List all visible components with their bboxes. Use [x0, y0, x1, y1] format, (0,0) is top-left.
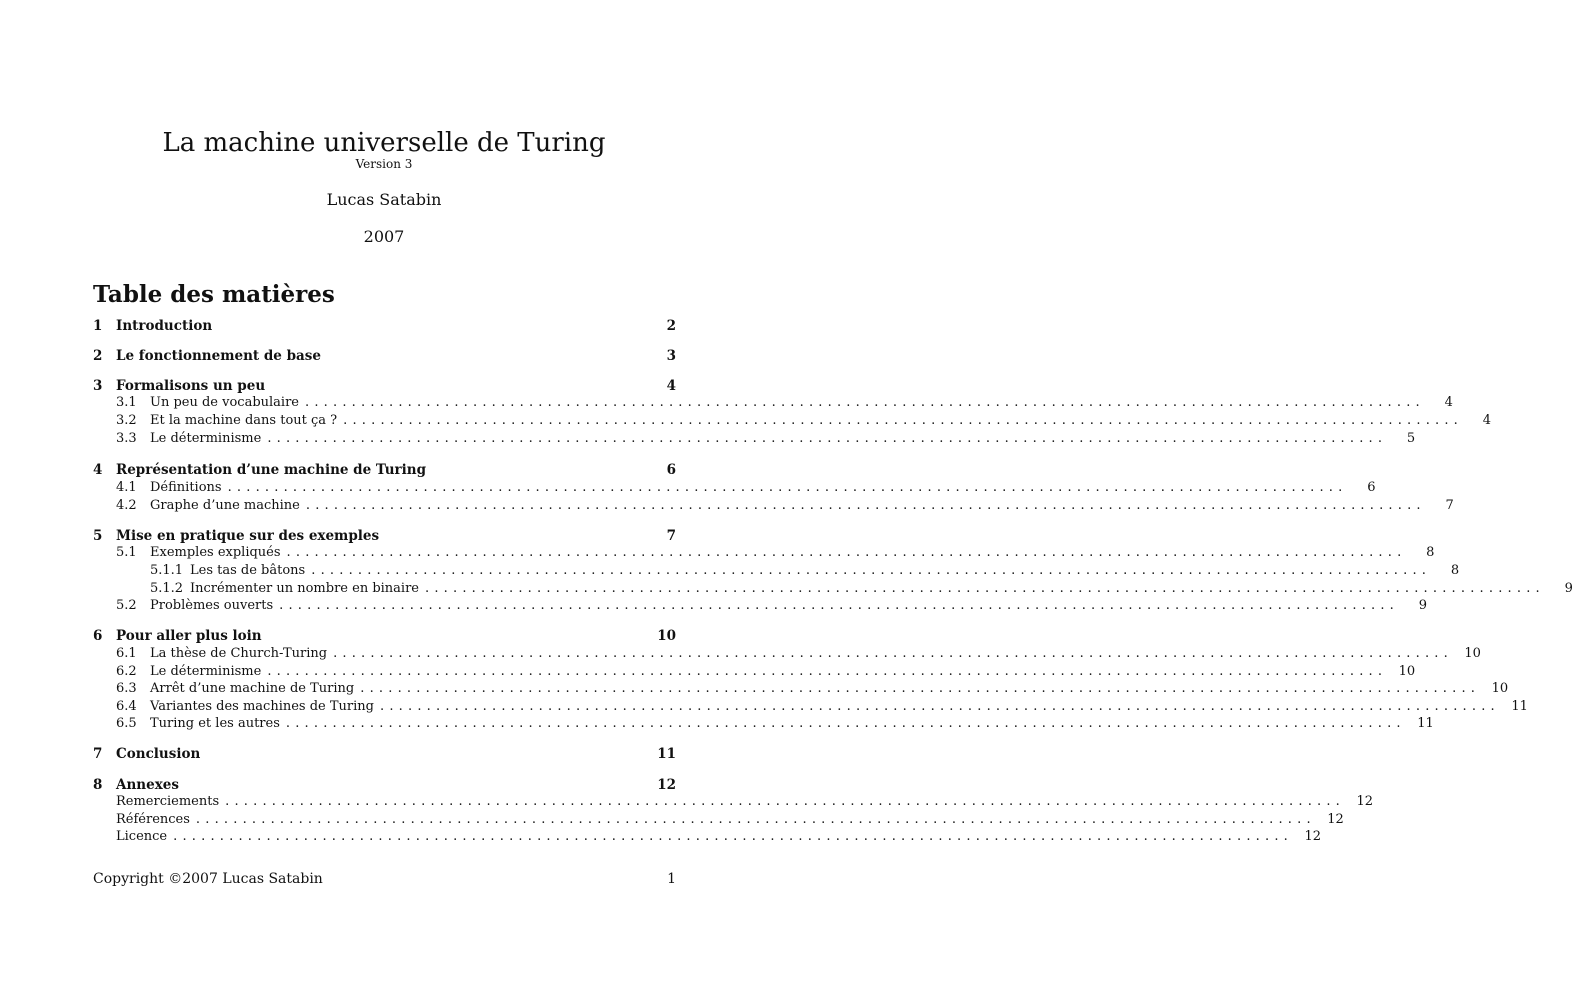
toc-entry-label: Un peu de vocabulaire — [150, 395, 299, 410]
toc-entry-page: 11 — [1511, 699, 1528, 714]
toc-entry[interactable] — [116, 664, 1416, 680]
toc-entry-page: 5 — [1406, 431, 1416, 446]
toc-entry[interactable] — [93, 462, 676, 478]
toc-entry[interactable] — [116, 480, 1376, 496]
toc-entry-page: 10 — [1464, 646, 1481, 661]
toc-entry[interactable] — [93, 348, 676, 364]
toc-entry-page: 3 — [666, 348, 676, 364]
toc-entry-label: La thèse de Church-Turing — [150, 646, 328, 661]
toc-dot-leader: ........................................................................................................................ — [360, 681, 1481, 696]
toc-entry-number: 6.5 — [116, 716, 137, 731]
toc-entry-label: Définitions — [150, 480, 222, 495]
toc-entry[interactable] — [116, 646, 1481, 662]
toc-dot-leader: ........................................................................................................................ — [279, 598, 1400, 613]
toc-entry-number: 6.4 — [116, 699, 137, 714]
toc-entry[interactable] — [93, 318, 676, 334]
toc-entry-label: Le déterminisme — [150, 664, 262, 679]
toc-entry-number: 6 — [93, 628, 103, 644]
toc-entry-label: Les tas de bâtons — [190, 563, 306, 578]
toc-entry[interactable] — [116, 413, 1492, 429]
toc-entry-label: Le déterminisme — [150, 431, 262, 446]
toc-entry-number: 3.1 — [116, 395, 137, 410]
toc-entry[interactable] — [93, 777, 676, 793]
toc-entry-label: Introduction — [116, 318, 213, 334]
toc-entry-number: 3 — [93, 378, 103, 394]
toc-entry-label: Arrêt d’une machine de Turing — [150, 681, 355, 696]
toc-entry-page: 9 — [1418, 598, 1428, 613]
toc-entry-number: 3.3 — [116, 431, 137, 446]
toc-heading: Table des matières — [93, 281, 335, 308]
toc-entry-page: 11 — [657, 746, 676, 762]
toc-entry-number: 6.1 — [116, 646, 137, 661]
toc-entry-page: 10 — [657, 628, 676, 644]
toc-entry-label: Exemples expliqués — [150, 545, 281, 560]
toc-entry-page: 8 — [1450, 563, 1460, 578]
toc-entry[interactable] — [93, 378, 676, 394]
toc-entry-number: 5.1 — [116, 545, 137, 560]
toc-entry[interactable] — [116, 829, 1322, 845]
toc-dot-leader: ........................................................................................................................ — [195, 812, 1316, 827]
toc-entry-number: 5.1.1 — [150, 563, 184, 578]
toc-entry-label: Variantes des machines de Turing — [150, 699, 374, 714]
toc-entry-label: Turing et les autres — [150, 716, 280, 731]
toc-dot-leader: ........................................................................................................................ — [311, 563, 1432, 578]
toc-entry-page: 10 — [1398, 664, 1416, 679]
toc-entry-number: 4 — [93, 462, 103, 478]
toc-entry-label: Graphe d’une machine — [150, 498, 300, 513]
toc-entry-page: 2 — [666, 318, 676, 334]
toc-entry[interactable] — [150, 563, 1460, 579]
toc-entry-page: 12 — [1304, 829, 1322, 844]
toc-entry-label: Et la machine dans tout ça ? — [150, 413, 338, 428]
toc-entry[interactable] — [116, 545, 1435, 561]
toc-entry[interactable] — [116, 498, 1454, 514]
toc-entry[interactable] — [116, 598, 1428, 614]
toc-entry-page: 12 — [1356, 794, 1374, 809]
toc-entry-page: 11 — [1417, 716, 1434, 731]
toc-entry[interactable] — [116, 699, 1528, 715]
toc-entry-label: Références — [116, 812, 190, 827]
toc-entry-page: 10 — [1491, 681, 1509, 696]
toc-entry[interactable] — [116, 794, 1374, 810]
toc-dot-leader: ........................................................................................................................ — [173, 829, 1294, 844]
toc-entry-number: 6.3 — [116, 681, 137, 696]
toc-entry-page: 4 — [1482, 413, 1492, 428]
toc-entry-label: Pour aller plus loin — [116, 628, 262, 644]
toc-entry-page: 12 — [1327, 812, 1344, 827]
toc-entry-label: Formalisons un peu — [116, 378, 266, 394]
toc-entry-label: Annexes — [116, 777, 179, 793]
toc-entry-label: Conclusion — [116, 746, 201, 762]
toc-entry-page: 6 — [666, 462, 676, 478]
toc-dot-leader: ........................................................................................................................ — [305, 395, 1425, 410]
toc-entry[interactable] — [150, 581, 1573, 597]
toc-entry-number: 2 — [93, 348, 103, 364]
toc-entry-page: 4 — [666, 378, 676, 394]
toc-entry-number: 4.1 — [116, 480, 137, 495]
document-author: Lucas Satabin — [326, 190, 442, 209]
toc-entry-page: 8 — [1426, 545, 1435, 560]
toc-entry-number: 5 — [93, 528, 103, 544]
toc-entry-label: Mise en pratique sur des exemples — [116, 528, 380, 544]
toc-dot-leader: ........................................................................................................................ — [380, 699, 1500, 714]
toc-dot-leader: ........................................................................................................................ — [285, 716, 1406, 731]
toc-entry-label: Représentation d’une machine de Turing — [116, 462, 427, 478]
toc-entry[interactable] — [116, 812, 1344, 828]
document-year: 2007 — [363, 227, 405, 246]
toc-entry[interactable] — [93, 628, 676, 644]
toc-entry-page: 7 — [666, 528, 676, 544]
toc-entry[interactable] — [93, 746, 676, 762]
toc-entry-number: 7 — [93, 746, 103, 762]
toc-dot-leader: ........................................................................................................................ — [267, 431, 1388, 446]
toc-entry-page: 6 — [1367, 480, 1376, 495]
toc-dot-leader: ........................................................................................................................ — [286, 545, 1407, 560]
toc-entry-number: 6.2 — [116, 664, 137, 679]
toc-entry-label: Remerciements — [116, 794, 220, 809]
toc-entry-page: 9 — [1564, 581, 1573, 596]
document-version: Version 3 — [355, 157, 413, 171]
toc-entry-label: Problèmes ouverts — [150, 598, 274, 613]
toc-entry[interactable] — [116, 395, 1453, 411]
toc-entry-number: 5.1.2 — [150, 581, 184, 596]
toc-entry-label: Le fonctionnement de base — [116, 348, 321, 364]
toc-entry-number: 5.2 — [116, 598, 137, 613]
footer-page-number: 1 — [667, 871, 676, 887]
toc-entry-number: 4.2 — [116, 498, 137, 513]
toc-dot-leader: ........................................................................................................................ — [343, 413, 1464, 428]
toc-dot-leader: ........................................................................................................................ — [305, 498, 1426, 513]
toc-entry-number: 1 — [93, 318, 103, 334]
toc-entry[interactable] — [116, 431, 1416, 447]
toc-entry[interactable] — [116, 681, 1509, 697]
toc-entry-label: Incrémenter un nombre en binaire — [190, 581, 419, 596]
toc-entry[interactable] — [93, 528, 676, 544]
toc-dot-leader: ........................................................................................................................ — [227, 480, 1348, 495]
toc-entry-number: 3.2 — [116, 413, 137, 428]
toc-entry-number: 8 — [93, 777, 103, 793]
toc-entry[interactable] — [116, 716, 1434, 732]
toc-entry-page: 7 — [1445, 498, 1454, 513]
toc-dot-leader: ........................................................................................................................ — [267, 664, 1388, 679]
toc-entry-label: Licence — [116, 829, 168, 844]
footer-copyright: Copyright ©2007 Lucas Satabin — [93, 871, 323, 887]
toc-dot-leader: ........................................................................................................................ — [425, 581, 1545, 596]
document-title: La machine universelle de Turing — [162, 128, 606, 158]
toc-entry-page: 4 — [1444, 395, 1453, 410]
toc-dot-leader: ........................................................................................................................ — [225, 794, 1346, 809]
toc-entry-page: 12 — [657, 777, 676, 793]
toc-dot-leader: ........................................................................................................................ — [333, 646, 1453, 661]
